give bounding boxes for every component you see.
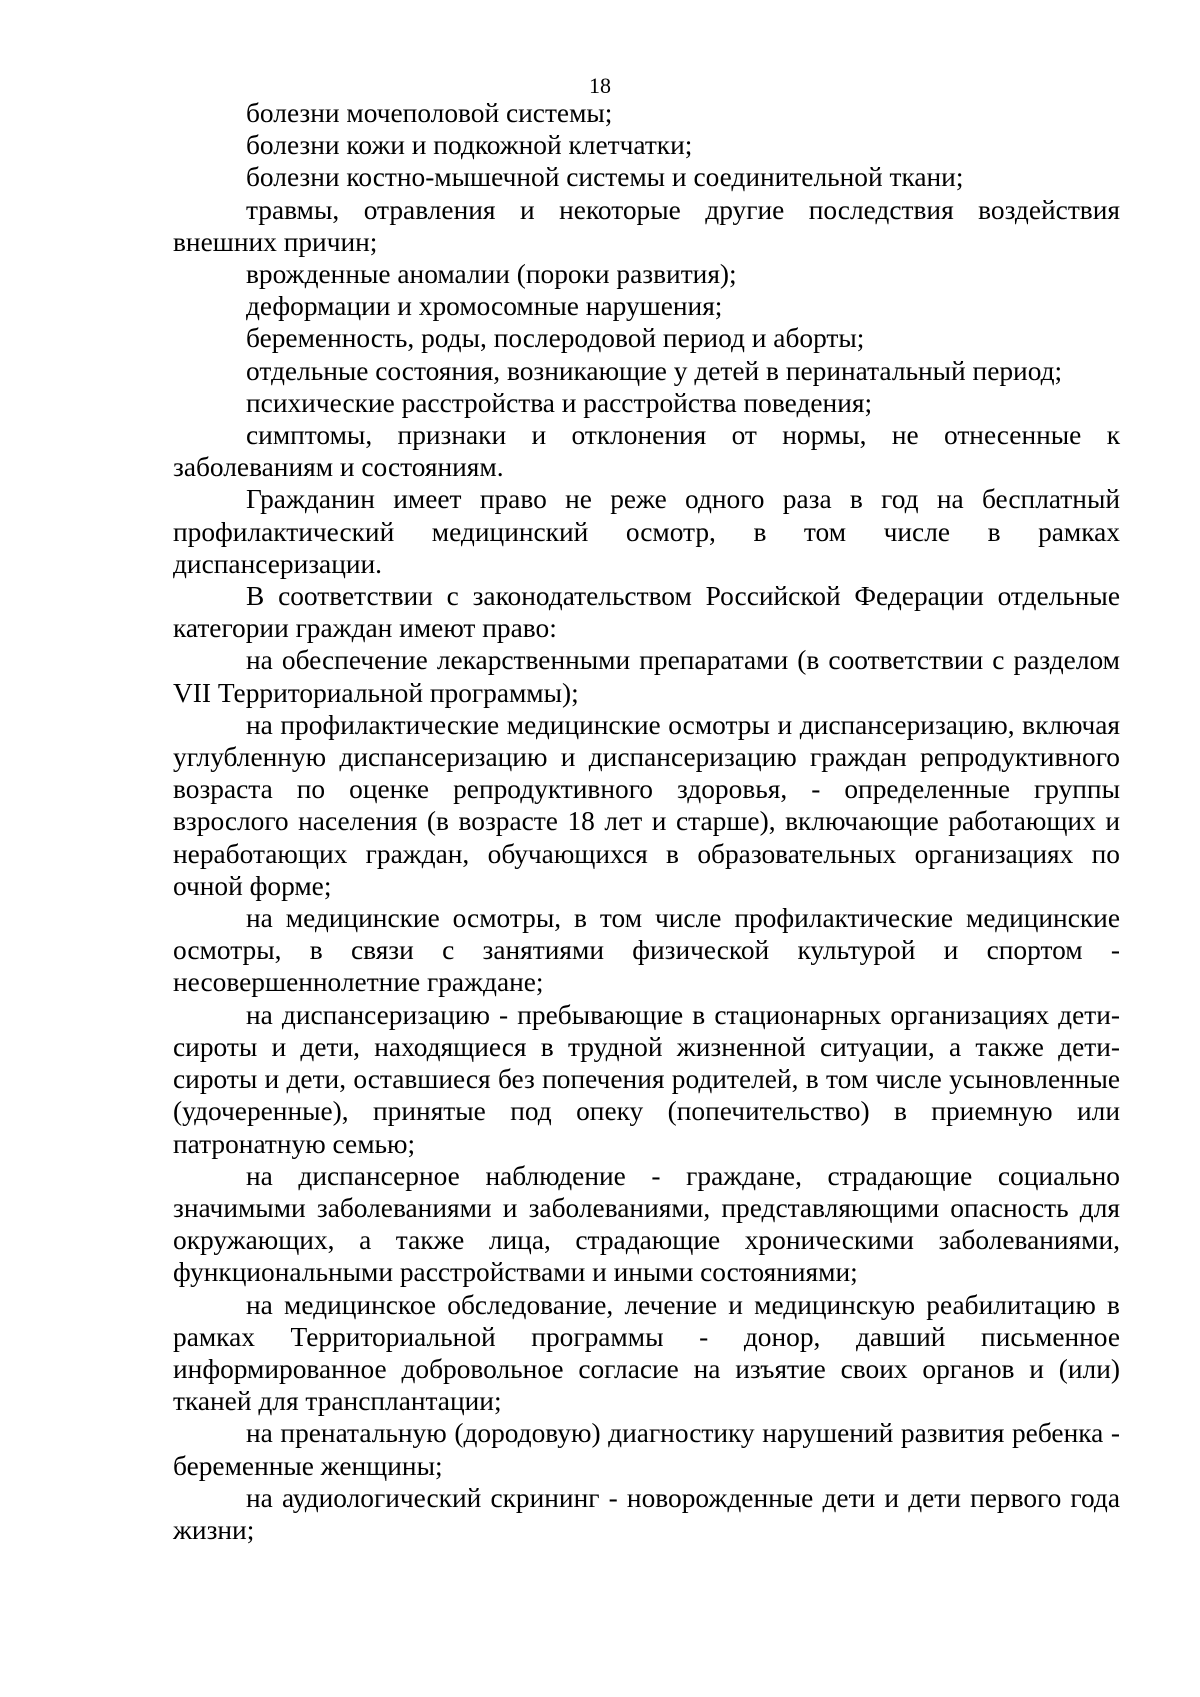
document-body	[173, 97, 1120, 1546]
paragraph: болезни кожи и подкожной клетчатки;	[246, 130, 693, 161]
paragraph: на диспансерное наблюдение - граждане, страдающие социально значимыми заболеваниями и заболеваниями, представляющими опасность для окружающих, а также лица, страдающие хроническими заболеваниями, функциональными расстройствами и иными состояниями;	[173, 1160, 1120, 1288]
paragraph: болезни мочеполовой системы;	[246, 98, 613, 128]
paragraph: Гражданин имеет право не реже одного раза в год на бесплатный профилактический медицинский осмотр, в том числе в рамках диспансеризации.	[173, 484, 1120, 579]
paragraph: на медицинское обследование, лечение и медицинскую реабилитацию в рамках Территориальной программы - донор, давший письменное информированное добровольное согласие на изъятие своих органов и (или) тканей для трансплантации;	[173, 1289, 1120, 1417]
paragraph: на профилактические медицинские осмотры и диспансеризацию, включая углубленную диспансеризацию и диспансеризацию граждан репродуктивного возраста по оценке репродуктивного здоровья, - определенные группы взрослого населения (в возрасте 18 лет и старше), включающие работающих и неработающих граждан, обучающихся в образовательных организациях по очной форме;	[173, 709, 1120, 901]
page-number: 18	[589, 73, 611, 98]
paragraph: врожденные аномалии (пороки развития);	[246, 259, 737, 290]
paragraph: деформации и хромосомные нарушения;	[246, 291, 723, 322]
paragraph: на обеспечение лекарственными препаратами (в соответствии с разделом VII Территориальной программы);	[173, 645, 1120, 708]
paragraph: симптомы, признаки и отклонения от нормы, не отнесенные к заболеваниям и состояниям.	[173, 420, 1120, 483]
paragraph: на аудиологический скрининг - новорожденные дети и дети первого года жизни;	[173, 1482, 1120, 1545]
paragraph: на медицинские осмотры, в том числе профилактические медицинские осмотры, в связи с занятиями физической культурой и спортом - несовершеннолетние граждане;	[173, 903, 1120, 998]
paragraph: психические расстройства и расстройства поведения;	[246, 387, 873, 418]
paragraph: беременность, роды, послеродовой период и аборты;	[246, 323, 865, 354]
paragraph: на пренатальную (дородовую) диагностику нарушений развития ребенка - беременные женщины;	[173, 1418, 1120, 1481]
paragraph: на диспансеризацию - пребывающие в стационарных организациях дети-сироты и дети, находящиеся в трудной жизненной ситуации, а также дети-сироты и дети, оставшиеся без попечения родителей, в том числе усыновленные (удочеренные), принятые под опеку (попечительство) в приемную или патронатную семью;	[173, 999, 1120, 1159]
paragraph: травмы, отравления и некоторые другие последствия воздействия внешних причин;	[173, 194, 1120, 257]
paragraph: В соответствии с законодательством Российской Федерации отдельные категории граждан имеют право:	[173, 581, 1120, 644]
paragraph: отдельные состояния, возникающие у детей в перинатальный период;	[246, 355, 1063, 386]
paragraph: болезни костно-мышечной системы и соединительной ткани;	[246, 162, 964, 193]
